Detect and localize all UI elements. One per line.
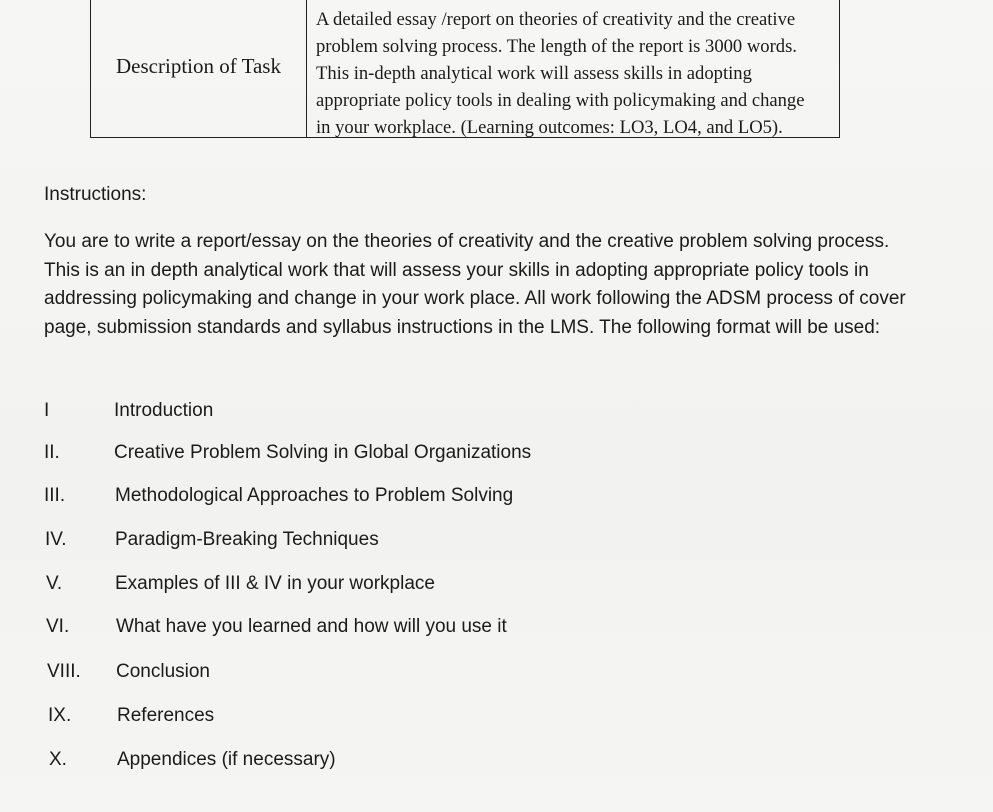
instructions-line: page, submission standards and syllabus instructions in the LMS. The following format will be used: — [44, 316, 881, 338]
outline-label: Conclusion — [116, 661, 210, 682]
task-description-line: appropriate policy tools in dealing with policymaking and change — [316, 90, 805, 111]
outline-numeral: V. — [46, 573, 63, 594]
task-description-line: A detailed essay /report on theories of creativity and the creative — [316, 9, 796, 30]
outline-numeral: VI. — [46, 616, 70, 637]
outline-numeral: IV. — [45, 529, 67, 550]
instructions-line: This is an in depth analytical work that will assess your skills in adopting appropriate policy tools in — [44, 259, 869, 281]
task-description-line: in your workplace. (Learning outcomes: LO3, LO4, and LO5). — [316, 117, 783, 138]
outline-label: Introduction — [114, 400, 214, 421]
task-label-cell: Description of Task — [91, 0, 307, 137]
outline-label: Appendices (if necessary) — [117, 749, 336, 770]
outline-label: Paradigm-Breaking Techniques — [115, 529, 379, 550]
outline-numeral: I — [44, 400, 50, 421]
outline-label: Methodological Approaches to Problem Solving — [115, 485, 514, 506]
outline-label: Creative Problem Solving in Global Organizations — [114, 442, 532, 463]
outline-label: What have you learned and how will you use it — [116, 616, 507, 637]
instructions-line: addressing policymaking and change in your work place. All work following the ADSM process of cover — [44, 288, 906, 309]
instructions-heading: Instructions: — [44, 184, 147, 205]
outline-numeral: VIII. — [47, 661, 81, 682]
outline-numeral: III. — [44, 485, 66, 506]
outline-numeral: IX. — [48, 705, 72, 726]
outline-label: Examples of III & IV in your workplace — [115, 573, 435, 594]
task-description-line: This in-depth analytical work will assess skills in adopting — [316, 63, 752, 84]
outline-numeral: X. — [49, 749, 67, 770]
outline-label: References — [117, 705, 215, 726]
instructions-line: You are to write a report/essay on the theories of creativity and the creative problem solving process. — [44, 231, 890, 252]
task-description-line: problem solving process. The length of the report is 3000 words. — [316, 36, 797, 57]
outline-numeral: II. — [44, 442, 60, 463]
